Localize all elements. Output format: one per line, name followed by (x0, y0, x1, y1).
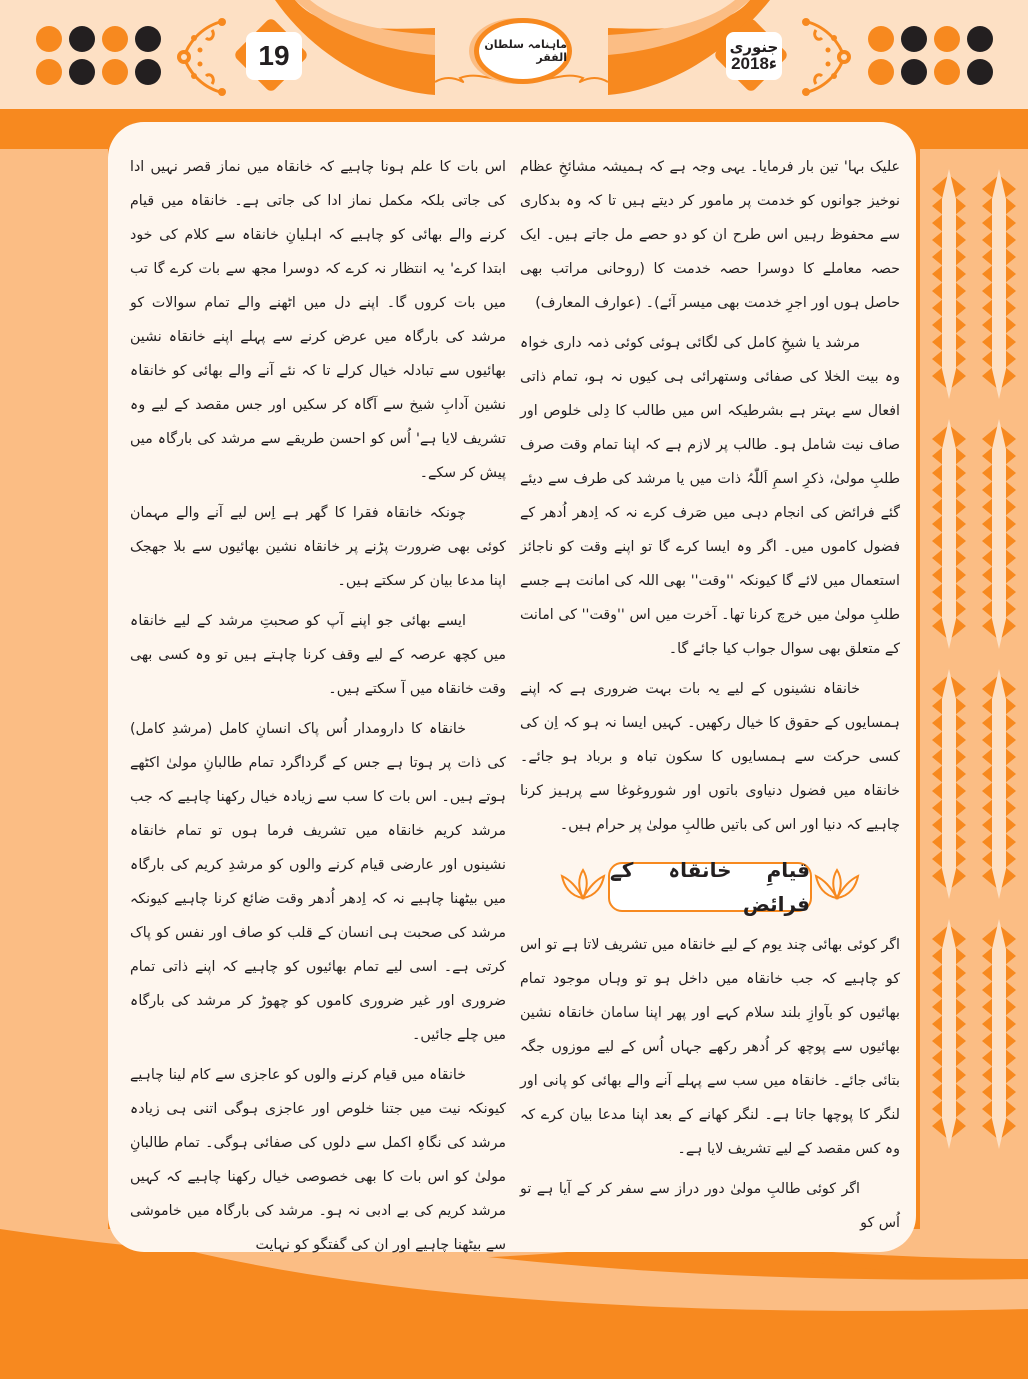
article-card (108, 122, 916, 1252)
diamond-chain-ornament-icon (982, 169, 1016, 399)
dots-ornament-left (36, 26, 161, 85)
paragraph: اگر کوئی بھائی چند یوم کے لیے خانقاہ میں تشریف لاتا ہے تو اس کو چاہیے کہ جب خانقاہ میں داخل ہو تو وہاں موجود تمام بھائیوں کو بآوازِ بلند سلام کہے اور پھر اپنا سامان خانقاہ نشین بھائیوں سے پوچھ کر اُدھر رکھے جہاں اُس کے لیے موزوں جگہ بتائی جائے۔ خانقاہ میں سب سے پہلے آنے والے بھائی کو پانی اور لنگر کا پوچھا جاتا ہے۔ لنگر کھانے کے بعد اپنا مدعا بیان کرے کہ وہ کس مقصد کے لیے تشریف لایا ہے۔ (520, 937, 900, 1157)
paragraph: اس بات کا علم ہونا چاہیے کہ خانقاہ میں نماز قصر نہیں ادا کی جاتی بلکہ مکمل نماز ادا کی جاتی ہے۔ خانقاہ میں قیام کرنے والے بھائی کو چاہیے کہ اہلیانِ خانقاہ سے کلام کی خود ابتدا کرے' یہ انتظار نہ کرے کہ دوسرا مجھ سے بات کرے گا تب میں بات کروں گا۔ اپنے دل میں اٹھنے والے تمام سوالات کو مرشد کی بارگاہ میں عرض کرنے سے پہلے اپنے خانقاہ نشین بھائیوں سے تبادلہ خیال کرلے تا کہ نئے آنے والے بھائی کو خانقاہ نشین آدابِ شیخ سے آگاہ کر سکیں اور جس مقصد کے لیے وہ تشریف لایا ہے' اُس کو احسن طریقے سے مرشد کی بارگاہ میں پیش کر سکے۔ (130, 159, 506, 481)
section-heading (560, 858, 860, 914)
diamond-chain-ornament-icon (932, 169, 966, 399)
paragraph: خانقاہ نشینوں کے لیے یہ بات بہت ضروری ہے کہ اپنے ہمسایوں کے حقوق کا خیال رکھیں۔ کہیں ایسا نہ ہو کہ اِن کی کسی حرکت سے ہمسایوں کا سکون تباہ و برباد ہو جائے۔ خانقاہ میں فضول دنیاوی باتوں اور شوروغوغا سے پرہیز کرنا چاہیے کہ دنیا اور اس کی باتیں طالبِ مولیٰ پر حرام ہیں۔ (520, 681, 900, 833)
diamond-chain-ornament-icon (982, 919, 1016, 1149)
page-header (0, 0, 1028, 110)
lotus-ornament-left-icon (560, 868, 606, 902)
right-margin (920, 149, 1028, 1229)
diamond-chain-ornament-icon (932, 419, 966, 649)
logo-text: ماہنامہ سلطان الفقر (484, 38, 567, 64)
page-number: 19 (258, 40, 290, 71)
paragraph: خانقاہ میں قیام کرنے والوں کو عاجزی سے کام لینا چاہیے کیونکہ نیت میں جتنا خلوص اور عاجزی ہوگی اتنی ہی زیادہ مرشد کی نگاہِ اکمل سے دلوں کی صفائی ہوگی۔ تمام طالبانِ مولیٰ کو اس بات کا بھی خصوصی خیال رکھنا چاہیے کہ کہیں مرشد کریم کی بے ادبی نہ ہو۔ مرشد کی بارگاہ میں خاموشی سے بیٹھنا چاہیے اور ان کی گفتگو کو نہایت (130, 1067, 506, 1253)
paragraph: ایسے بھائی جو اپنے آپ کو صحبتِ مرشد کے لیے خانقاہ میں کچھ عرصہ کے لیے وقف کرنا چاہتے ہیں تو وہ کسی بھی وقت خانقاہ میں آ سکتے ہیں۔ (130, 613, 506, 697)
date-badge (716, 20, 792, 96)
magazine-logo (470, 14, 566, 78)
diamond-chain-ornament-icon (982, 419, 1016, 649)
lotus-ornament-right-icon (814, 868, 860, 902)
article-column-right (520, 150, 900, 1246)
issue-month: جنوری (729, 38, 779, 56)
section-heading-text: قیامِ خانقاہ کے فرائض (610, 858, 810, 916)
floral-ornament-left-icon (170, 14, 230, 100)
paragraph: خانقاہ کا دارومدار اُس پاک انسانِ کامل (مرشدِ کامل) کی ذات پر ہوتا ہے جس کے گرداگرد تمام طالبانِ مولیٰ اکٹھے ہوتے ہیں۔ اس بات کا سب سے زیادہ خیال رکھنا چاہیے کہ جب مرشد کریم خانقاہ میں تشریف فرما ہوں تو تمام خانقاہ نشینوں اور عارضی قیام کرنے والوں کو مرشدِ کریم کی بارگاہ میں بیٹھنا چاہیے نہ کہ اِدھر اُدھر وقت ضائع کرنا چاہیے کیونکہ مرشد کی صحبت ہی انسان کے قلب کو صاف اور نفس کو پاک کرتی ہے۔ اسی لیے تمام بھائیوں کو چاہیے کہ اپنے ذاتی تمام ضروری اور غیر ضروری کاموں کو چھوڑ کر مرشد کی بارگاہ میں چلے جائیں۔ (130, 721, 506, 1043)
paragraph: اگر کوئی طالبِ مولیٰ دور دراز سے سفر کر کے آیا ہے تو اُس کو (520, 1181, 900, 1231)
paragraph: مرشد یا شیخِ کامل کی لگائی ہوئی کوئی ذمہ داری خواہ وہ بیت الخلا کی صفائی وستھرائی ہی کیوں نہ ہو، تمام ذاتی افعال سے بہتر ہے بشرطیکہ اس میں طالب کا دِلی خلوص اور صاف نیت شامل ہو۔ طالب پر لازم ہے کہ اپنا تمام وقت صرف طلبِ مولیٰ، ذکرِ اسمِ اَللّٰہُ ذات میں یا مرشد کی طرف سے دیئے گئے فرائض کی انجام دہی میں صَرف کرے نہ کہ اِدھر اُدھر کے فضول کاموں میں۔ اگر وہ ایسا کرے گا تو اپنے وقت کو ناجائز استعمال میں لائے گا کیونکہ ''وقت'' بھی اللہ کی امانت ہے جسے طلبِ مولیٰ میں خرچ کرنا تھا۔ آخرت میں اس ''وقت'' کی امانت کے متعلق بھی سوال جواب کیا جائے گا۔ (520, 335, 900, 657)
article-column-left (130, 150, 506, 1268)
floral-ornament-right-icon (798, 14, 858, 100)
paragraph: علیک بہا' تین بار فرمایا۔ یہی وجہ ہے کہ ہمیشہ مشائخِ عظام نوخیز جوانوں کو خدمت پر مامور کر دیتے ہیں تا کہ وہ بدکاری سے محفوظ رہیں اس طرح ان کو دو حصے مل جاتے ہیں۔ ایک حصہ معاملے کا دوسرا حصہ خدمت کا (روحانی مراتب بھی حاصل ہوں اور اجرِ خدمت بھی میسر آئے)۔ (عوارف المعارف) (520, 159, 900, 311)
issue-year: 2018ء (731, 54, 777, 73)
diamond-chain-ornament-icon (932, 919, 966, 1149)
dots-ornament-right (868, 26, 993, 85)
paragraph: چونکہ خانقاہ فقرا کا گھر ہے اِس لیے آنے والے مہمان کوئی بھی ضرورت پڑنے پر خانقاہ نشین بھائیوں سے بلا جھجک اپنا مدعا بیان کر سکتے ہیں۔ (130, 505, 506, 589)
diamond-chain-ornament-icon (982, 669, 1016, 899)
left-margin (0, 149, 108, 1229)
diamond-chain-ornament-icon (932, 669, 966, 899)
